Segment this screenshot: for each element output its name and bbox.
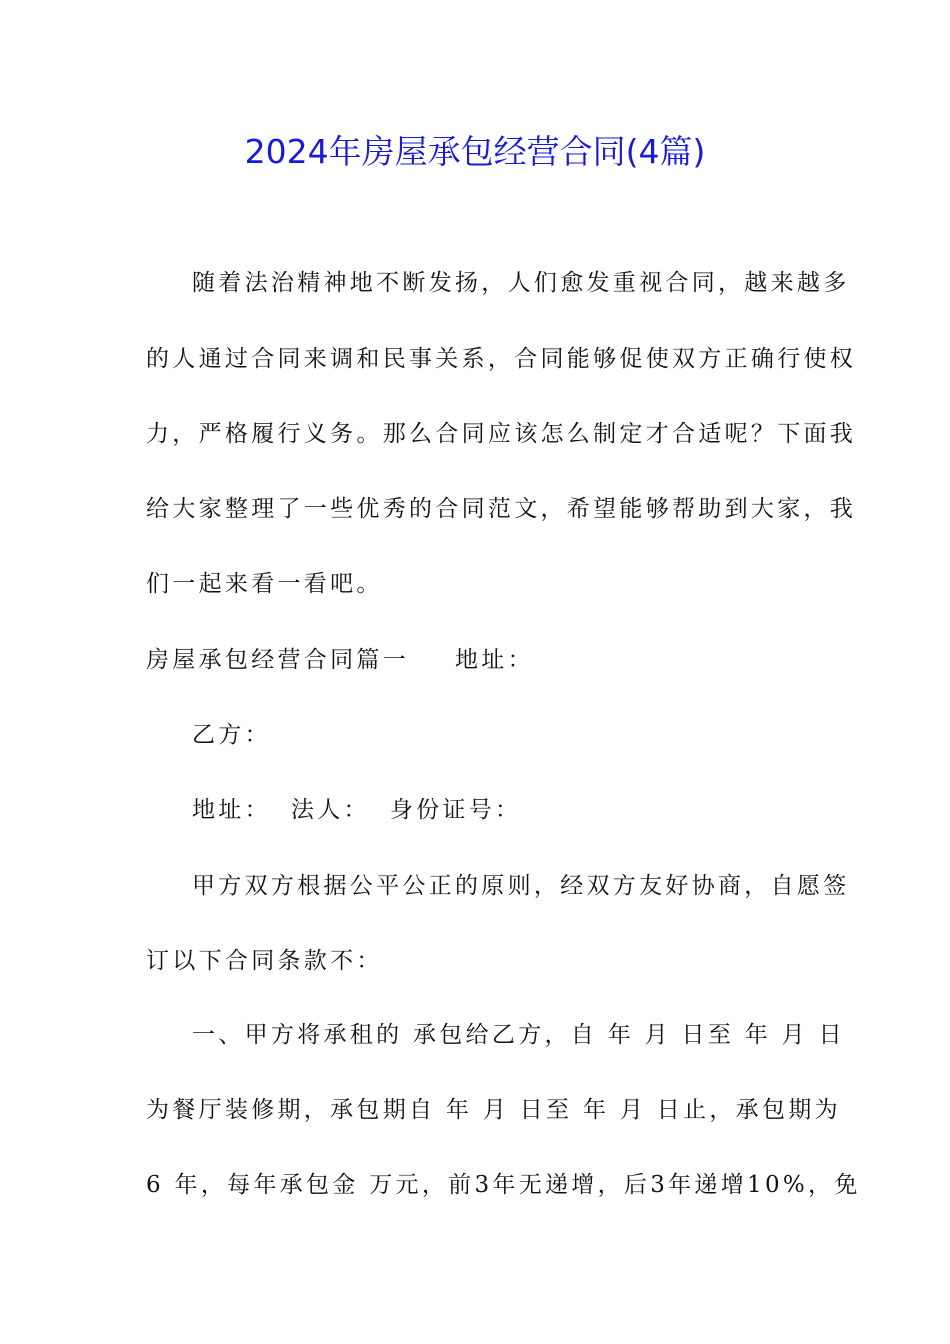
party-b-legal-person-label: 法人：: [290, 797, 370, 823]
clause-one-line-1: 一、甲方将承租的 承包给乙方，自 年 月 日至 年 月 日: [192, 1022, 845, 1048]
party-b-fields: [192, 790, 852, 830]
intro-line-4: 给大家整理了一些优秀的合同范文，希望能够帮助到大家，我: [146, 496, 857, 522]
party-b-id-number-label: 身份证号：: [389, 797, 522, 823]
section-heading-line: [146, 640, 806, 680]
preamble-line-1: 甲方双方根据公平公正的原则，经双方友好协商，自愿签: [192, 873, 850, 899]
party-a-address-label: 地址：: [455, 647, 534, 673]
document-title: 2024年房屋承包经营合同(4篇): [244, 132, 706, 171]
intro-line-5: 们一起来看一看吧。: [146, 571, 383, 597]
intro-line-1: 随着法治精神地不断发扬，人们愈发重视合同，越来越多: [192, 270, 850, 296]
party-b-address-label: 地址：: [192, 797, 271, 823]
intro-line-3: 力，严格履行义务。那么合同应该怎么制定才合适呢？下面我: [146, 421, 857, 447]
party-b-label: 乙方：: [192, 722, 271, 748]
clause-one-line-3: 6 年，每年承包金 万元，前3年无递增，后3年递增10%，免: [146, 1172, 861, 1198]
intro-line-2: 的人通过合同来调和民事关系，合同能够促使双方正确行使权: [146, 346, 857, 372]
preamble-line-2: 订以下合同条款不：: [146, 948, 383, 974]
section-heading: 房屋承包经营合同篇一: [146, 647, 409, 673]
clause-one-line-2: 为餐厅装修期，承包期自 年 月 日至 年 月 日止，承包期为: [146, 1097, 841, 1123]
